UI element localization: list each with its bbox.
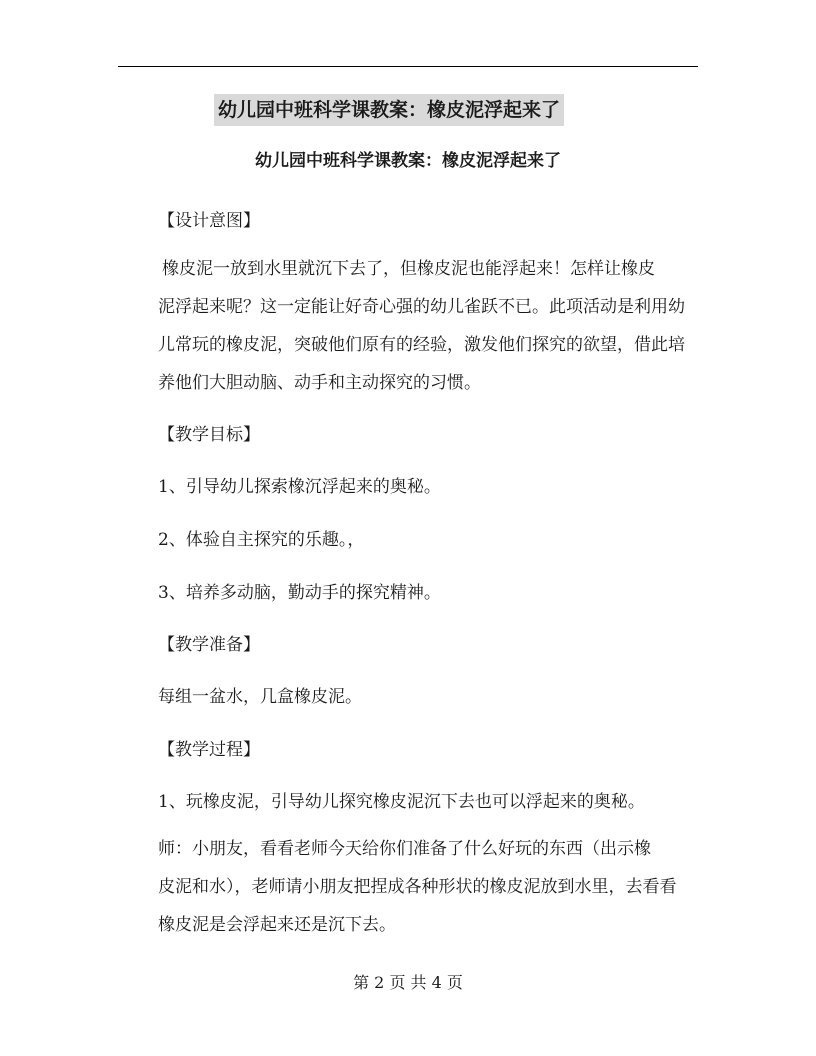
paragraph-line: 橡皮泥是会浮起来还是沉下去。 bbox=[158, 915, 396, 935]
section-heading-design-intent: 【设计意图】 bbox=[158, 211, 260, 231]
paragraph-line: 儿常玩的橡皮泥，突破他们原有的经验，激发他们探究的欲望，借此培 bbox=[158, 335, 685, 355]
design-intent-paragraph bbox=[158, 250, 698, 402]
paragraph-line: 师：小朋友，看看老师今天给你们准备了什么好玩的东西（出示橡 bbox=[158, 839, 651, 859]
section-heading-teaching-goals: 【教学目标】 bbox=[158, 425, 260, 445]
paragraph-line: 皮泥和水），老师请小朋友把捏成各种形状的橡皮泥放到水里，去看看 bbox=[158, 877, 677, 897]
paragraph-line: 养他们大胆动脑、动手和主动探究的习惯。 bbox=[158, 373, 481, 393]
section-heading-teaching-process: 【教学过程】 bbox=[158, 740, 260, 760]
process-item: 1、玩橡皮泥，引导幼儿探究橡皮泥沉下去也可以浮起来的奥秘。 bbox=[158, 792, 645, 812]
header-title: 幼儿园中班科学课教案：橡皮泥浮起来了 bbox=[214, 94, 564, 126]
header-rule bbox=[118, 66, 698, 67]
paragraph-line: 泥浮起来呢？这一定能让好奇心强的幼儿雀跃不已。此项活动是利用幼 bbox=[158, 297, 685, 317]
section-heading-teaching-prep: 【教学准备】 bbox=[158, 635, 260, 655]
goal-item: 3、培养多动脑，勤动手的探究精神。 bbox=[158, 583, 441, 603]
process-paragraph bbox=[158, 830, 698, 944]
goal-item: 1、引导幼儿探索橡沉浮起来的奥秘。 bbox=[158, 477, 441, 497]
page-number-footer: 第 2 页 共 4 页 bbox=[353, 973, 463, 992]
document-title: 幼儿园中班科学课教案：橡皮泥浮起来了 bbox=[255, 151, 561, 171]
prep-item: 每组一盆水，几盒橡皮泥。 bbox=[158, 687, 362, 707]
goal-item: 2、体验自主探究的乐趣。， bbox=[158, 530, 365, 550]
paragraph-line: 橡皮泥一放到水里就沉下去了，但橡皮泥也能浮起来！怎样让橡皮 bbox=[162, 259, 655, 279]
